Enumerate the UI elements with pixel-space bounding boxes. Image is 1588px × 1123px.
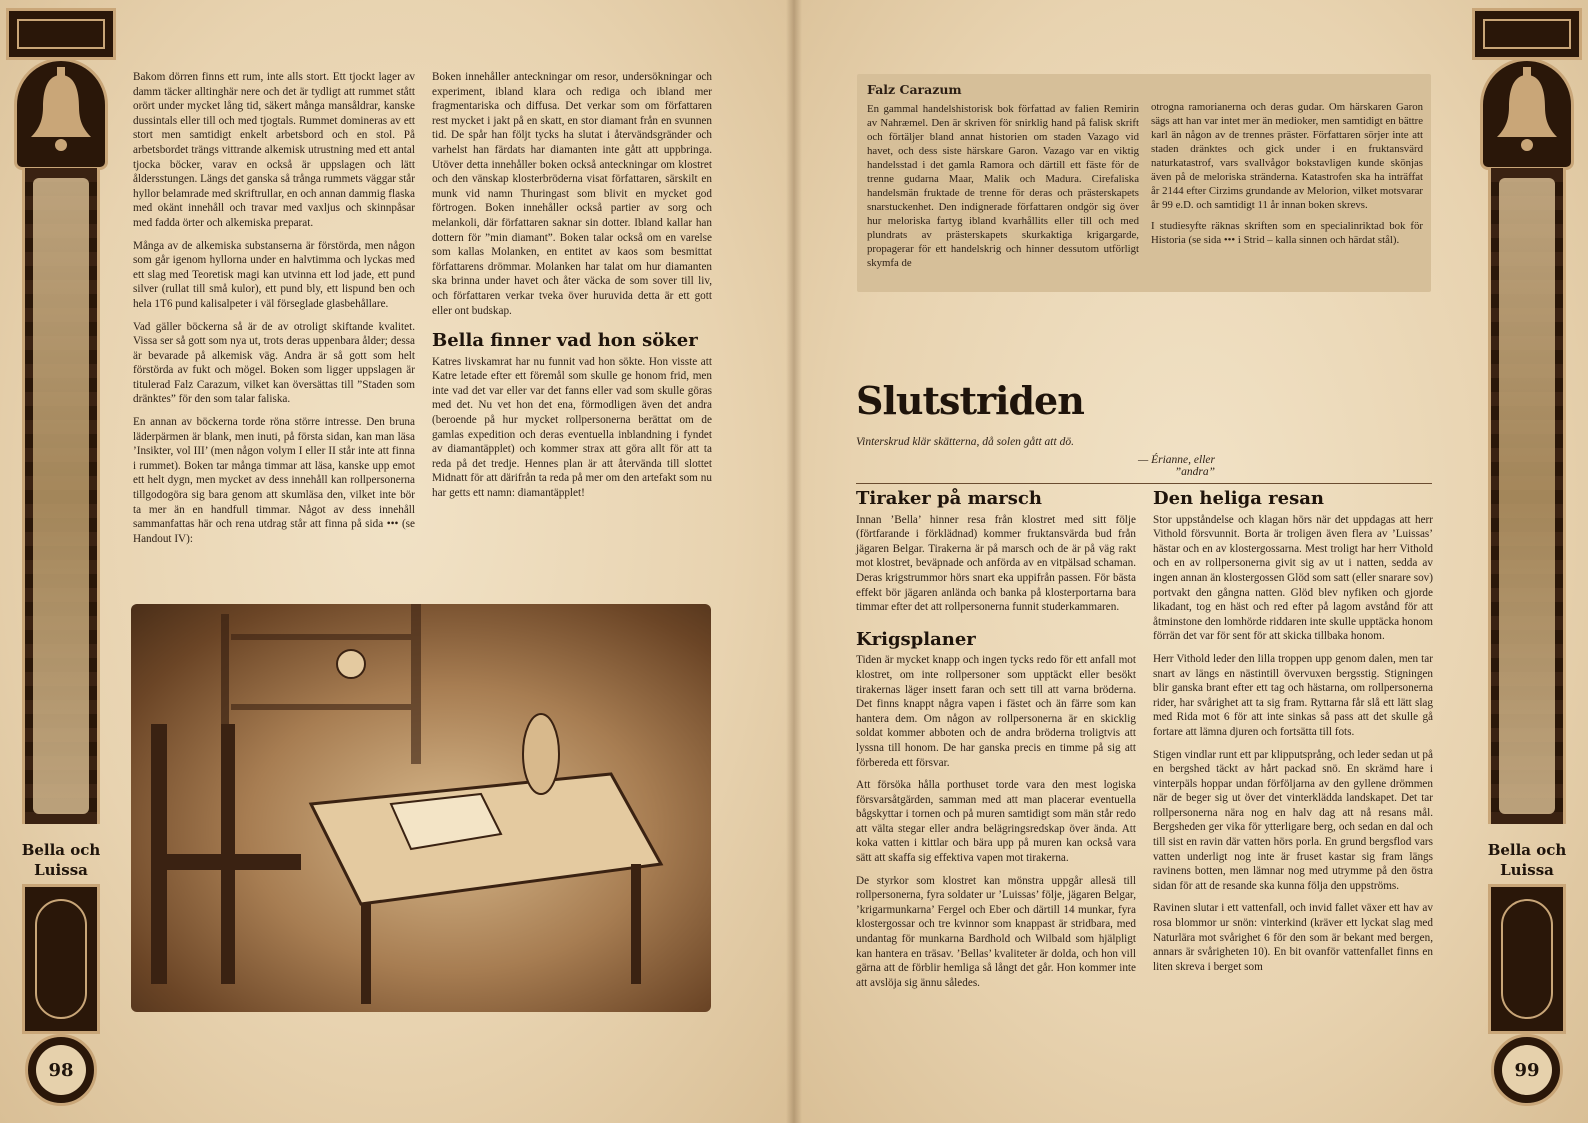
paragraph: Bakom dörren finns ett rum, inte alls stort. Ett tjockt lager av damm täcker alltinghär nere och det är tydligt att rummet stått orört under mycket lång tid, säkert många mansåldrar, kanske dussintals eller till och med tjogtals. Rummet domineras av ett stort men samtidigt enkelt arbetsbord och en stol. På arbetsbordet trängs vittrande alkemisk utrustning med ett antal tjocka böcker, varav en också är uppslagen och lätt åldersstungen. Längs det ganska så trånga rummets väggar står hyllor belamrade med skriftrullar, en och annan dammig flaska med okänt innehåll och travar med vaxljus och skinnpåsar med fadda örter och alkemiska preparat. [133, 71, 415, 229]
bell-icon [14, 58, 108, 170]
celtic-knot-icon [1472, 8, 1582, 60]
left-column-1 [133, 70, 415, 554]
chapter-side-label: Bella och Luissa [21, 841, 101, 879]
paragraph: En annan av böckerna torde röna större intresse. Den bruna läderpärmen är blank, men inuti, på första sidan, kan man läsa ’Insikter, vol III’ (men någon volym I eller II står inte att finna i rummet). Boken tar många timmar att läsa, kanske upp emot ett helt dygn, men mycket av dess innehåll kan rollpersonerna tillgodogöra sig bara genom att skumläsa den, vilket inte bör ta mer än en handfull timmar. Något av dess innehåll sammanfattas här och rena utdrag står att finna på sida ••• (se Handout IV): [133, 416, 415, 545]
alchemist-study-illustration [131, 604, 711, 1012]
left-sidebar-ornament [0, 0, 122, 1123]
section-heading-tiraker: Tiraker på marsch [856, 488, 1042, 509]
paragraph: En gammal handelshistorisk bok författad av falien Remirin av Nahræmel. Den är skriven för snirklig hand på falisk skrift och förtäljer bland annat historien om staden Vazago vid havet, och dess siste härskare Garon. Vazago var en viktig handelsstad i det gamla Ramora och därtill ett fäste för de trenne gudarna Maar, Malik och Madura. Cirefaliska handelsmän fruktade de trenne för deras och prästerskapets snarstuckenhet. Den indignerade författaren ondgör sig över hur meloriska fartyg ibland kvarhållits eller till och med plundrats av prästerskapets skurkaktiga krigargarde, propagerar för ett handelskrig och hinner dessutom utförligt skymfa de [867, 103, 1139, 269]
section-heading-bella: Bella finner vad hon söker [432, 330, 698, 352]
paragraph: Innan ’Bella’ hinner resa från klostret med sitt följe (förtfarande i förklädnad) kommer fruktansvärda bud från jägaren Belgar. Tirakerna är på marsch och de är på väg rakt mot klostret, beväpnade och anförda av en vitpälsad schaman. Deras krigstrummor hörs snart eka uppifrån passen. För bästa effekt bör jägaren anlända och banka på klosterportarna bara timmar efter det att rollpersonerna funnit studerkammaren. [856, 513, 1136, 614]
box-title: Falz Carazum [867, 82, 962, 97]
book-spine [786, 0, 802, 1123]
paragraph: De styrkor som klostret kan mönstra uppgår allesä till rollpersonerna, fyra soldater ur ’Luissas’ följe, jägaren Belgar, ’krigarmunkarna’ Fergel och Eber och därtill 14 munkar, fyra klostergossar och tre kvinnor som knappast är stridbara, med undantag för munkarna Bardhold och Wilbald som hjälpligt kan hantera en träsav. ’Bellas’ kvaliteter är dolda, och hon vill gärna att de förblir hemliga så långt det går. Hon kommer inte att avslöja sig ännu således. [856, 874, 1136, 989]
paragraph: I studiesyfte räknas skriften som en specialinriktad bok för Historia (se sida ••• i Strid – kalla sinnen och härdat stål). [1151, 220, 1423, 246]
celtic-knot-icon [6, 8, 116, 60]
epigraph-attribution: — Érianne, eller ”andra” [1138, 454, 1215, 478]
paragraph: Herr Vithold leder den lilla troppen upp genom dalen, men tar snart av längs en nästintill övervuxen bergsstig. Stigningen blir ganska brant efter ett tag och hästarna, om rollpersonerna rider, har svårighet att ta sig fram. Ryttarna får slå ett lätt slag med Rida mot 6 för att inte sinkas så pass att det skulle gå fortare att lämna djuren och fortsätta till fots. [1153, 652, 1433, 738]
box-column-2 [1151, 100, 1423, 254]
section-heading-heliga-resan: Den heliga resan [1153, 488, 1324, 509]
right-column-1 [856, 488, 1136, 998]
paragraph: Tiden är mycket knapp och ingen tycks redo för ett anfall mot klostret, om inte rollpersoner som upptäckt eller besökt tirakernas läger insett faran och sett till att varna bröderna. Det finns knappt några vapen i fästet och än färre som kan hantera dem. Om någon av rollpersonerna är en skicklig soldat kommer abboten och de andra bröderna troligtvis att lyssna till honom. De har ganska precis en timme på sig att förbereda ett försvar. [856, 654, 1136, 769]
right-sidebar-ornament [1466, 0, 1588, 1123]
paragraph: Stigen vindlar runt ett par klipputsprång, och leder sedan ut på en bergshed täckt av hårt packad snö. En skrämd hare i vinterpäls hoppar undan förföljarna av den gyllene drömmen när de beger sig ut över det vinterklädda landskapet. Det tar rollpersonerna nära nog en halv dag att nå resans mål. Bergsheden ger vika för ytterligare berg, och sedan en dal och till sist en ravin där vatten hörs porla. En grund bergsflod vars vatten underligt nog inte är fruset kastar sig fram längs ravinens botten, men lämnar nog med utrymme på den östra sidan för att de resande ska kunna följa den uppströms. [1153, 748, 1433, 892]
chapter-side-label: Bella och Luissa [1487, 841, 1567, 879]
falz-carazum-sidebar-box [857, 74, 1431, 292]
page-number-right: 99 [1491, 1034, 1563, 1106]
divider [856, 483, 1432, 484]
paragraph: Många av de alkemiska substanserna är förstörda, men någon som går igenom hyllorna under en halvtimma och lyckas med ett slag med Teoretisk magi kan utvinna ett lod jade, ett pund silver (rullat till små kulor), ett pund bly, ett lispund ben och hela 1T6 pund kalisalpeter i väl förseglade glasbehållare. [133, 239, 415, 310]
knotwork-icon [1488, 884, 1566, 1034]
right-column-2 [1153, 488, 1433, 982]
paragraph: otrogna ramorianerna och deras gudar. Om härskaren Garon sägs att han var intet mer än medioker, men samtidigt en bättre karl än någon av de trennes präster. Författaren sörjer inte att staden dränktes och gick under i en fruktansvärd naturkatastrof, vars svallvågor bokstavligen kunde skönjas även på de meloriska stränderna. Katastrofen ska ha inträffat år 2144 efter Cirzims grundande av Melorion, vilket motsvarar år 99 e.D. och samtidigt 11 år innan boken skrevs. [1151, 101, 1423, 211]
paragraph: Ravinen slutar i ett vattenfall, och invid fallet växer ett hav av rosa blommor ur snön: vinterkind (kräver ett lyckat slag med Naturlära mot svårighet 6 för den som är bekant med bergen, annars är svårigheten 10). En bit ovanför vattenfallet finns en liten skreva i berget som [1153, 902, 1433, 973]
chapter-title: Slutstriden [856, 378, 1084, 423]
epigraph: Vinterskrud klär skätterna, då solen gått att dö. [856, 436, 1074, 448]
knotwork-icon [22, 884, 100, 1034]
section-heading-krigsplaner: Krigsplaner [856, 628, 976, 650]
paragraph: Vad gäller böckerna så är de av otroligt skiftande kvalitet. Vissa ser så gott som nya ut, trots deras uppenbara ålder; dessa är bevarade på alkemisk väg. Andra är så gott som helt förstörda av fukt och mögel. Boken som ligger uppslagen är titulerad Falz Carazum, vilket kan översättas till ”Staden som dränktes” för den som talar faliska. [133, 320, 415, 406]
left-column-2 [432, 70, 712, 509]
scroll-ornament-icon [1488, 168, 1566, 824]
box-column-1 [867, 102, 1139, 277]
paragraph: Boken innehåller anteckningar om resor, undersökningar och experiment, ibland klara och rediga och ibland mer fragmentariska och diffusa. Det verkar som om författaren rest mycket i jakt på en skatt, en stor diamant från en svunnen tid. De spår han följt tycks ha slutat i återvändsgränder och varhelst han färdats har diamanten inte gått att uppbringa. Utöver detta innehåller boken också anteckningar om klostret och den vänskap klosterbröderna visat författaren, särskilt en munk vid namn Thuringast som blivit en mycket god förtrogen. Boken innehåller också partier av sorg och melankoli, där författaren saknar sin dotter. Ibland kallar han dottern för ”min diamant”. Boken talar också om en varelse som kallas Molanken, en entitet av kaos som besmittat författarens drömmar. Molanken har talat om hur diamanten ska brinna under havet och åter väcka de som sover till liv, och författaren verkar tveka över huruvida detta är ett gott eller ont budskap. [432, 71, 712, 317]
paragraph: Att försöka hålla porthuset torde vara den mest logiska försvarsåtgärden, samman med att man placerar eventuella bågskyttar i tornen och på muren samtidigt som män står redo att välta stegar eller andra belägringsredskap över ända. Att koka vatten i kittlar och bära upp på muren kan också vara sätt att skaffa sig effektiva vapen mot tirakerna. [856, 779, 1136, 865]
scroll-ornament-icon [22, 168, 100, 824]
bell-icon [1480, 58, 1574, 170]
page-number-left: 98 [25, 1034, 97, 1106]
paragraph: Stor uppståndelse och klagan hörs när det uppdagas att herr Vithold försvunnit. Borta är troligen även flera av ’Luissas’ hästar och en av klostergossarna. Mest troligt har herr Vithold och en av rollpersonerna givit sig av ut i natten, sedda av ingen annan än klostergossen Glöd som satt (eller snarare sov) portvakt den gångna natten. Glöd blev nyfiken och gjorde likadant, tog en häst och red efter på lagom avstånd för att åtminstone den lomhörde riddaren inte skulle upptäcka honom förrän det var för sent för att skicka tillbaka honom. [1153, 513, 1433, 643]
paragraph: Katres livskamrat har nu funnit vad hon sökte. Hon visste att Katre letade efter ett föremål som skulle ge honom frid, men inte vad det var eller var det fanns eller vad som skulle göras med det. Nu vet hon det ena, förmodligen även det andra (beroende på hur mycket rollpersonerna berättat om de gamlas expedition och deras eventuella inblandning i fyndet av diamantäpplet) och kommer strax att göra allt för att ta reda på det tredje. Hennes plan är att återvända till slottet Midnatt för att därifrån ta reda på mer om den artefakt som nu har getts ett namn: diamantäpplet! [432, 355, 712, 500]
